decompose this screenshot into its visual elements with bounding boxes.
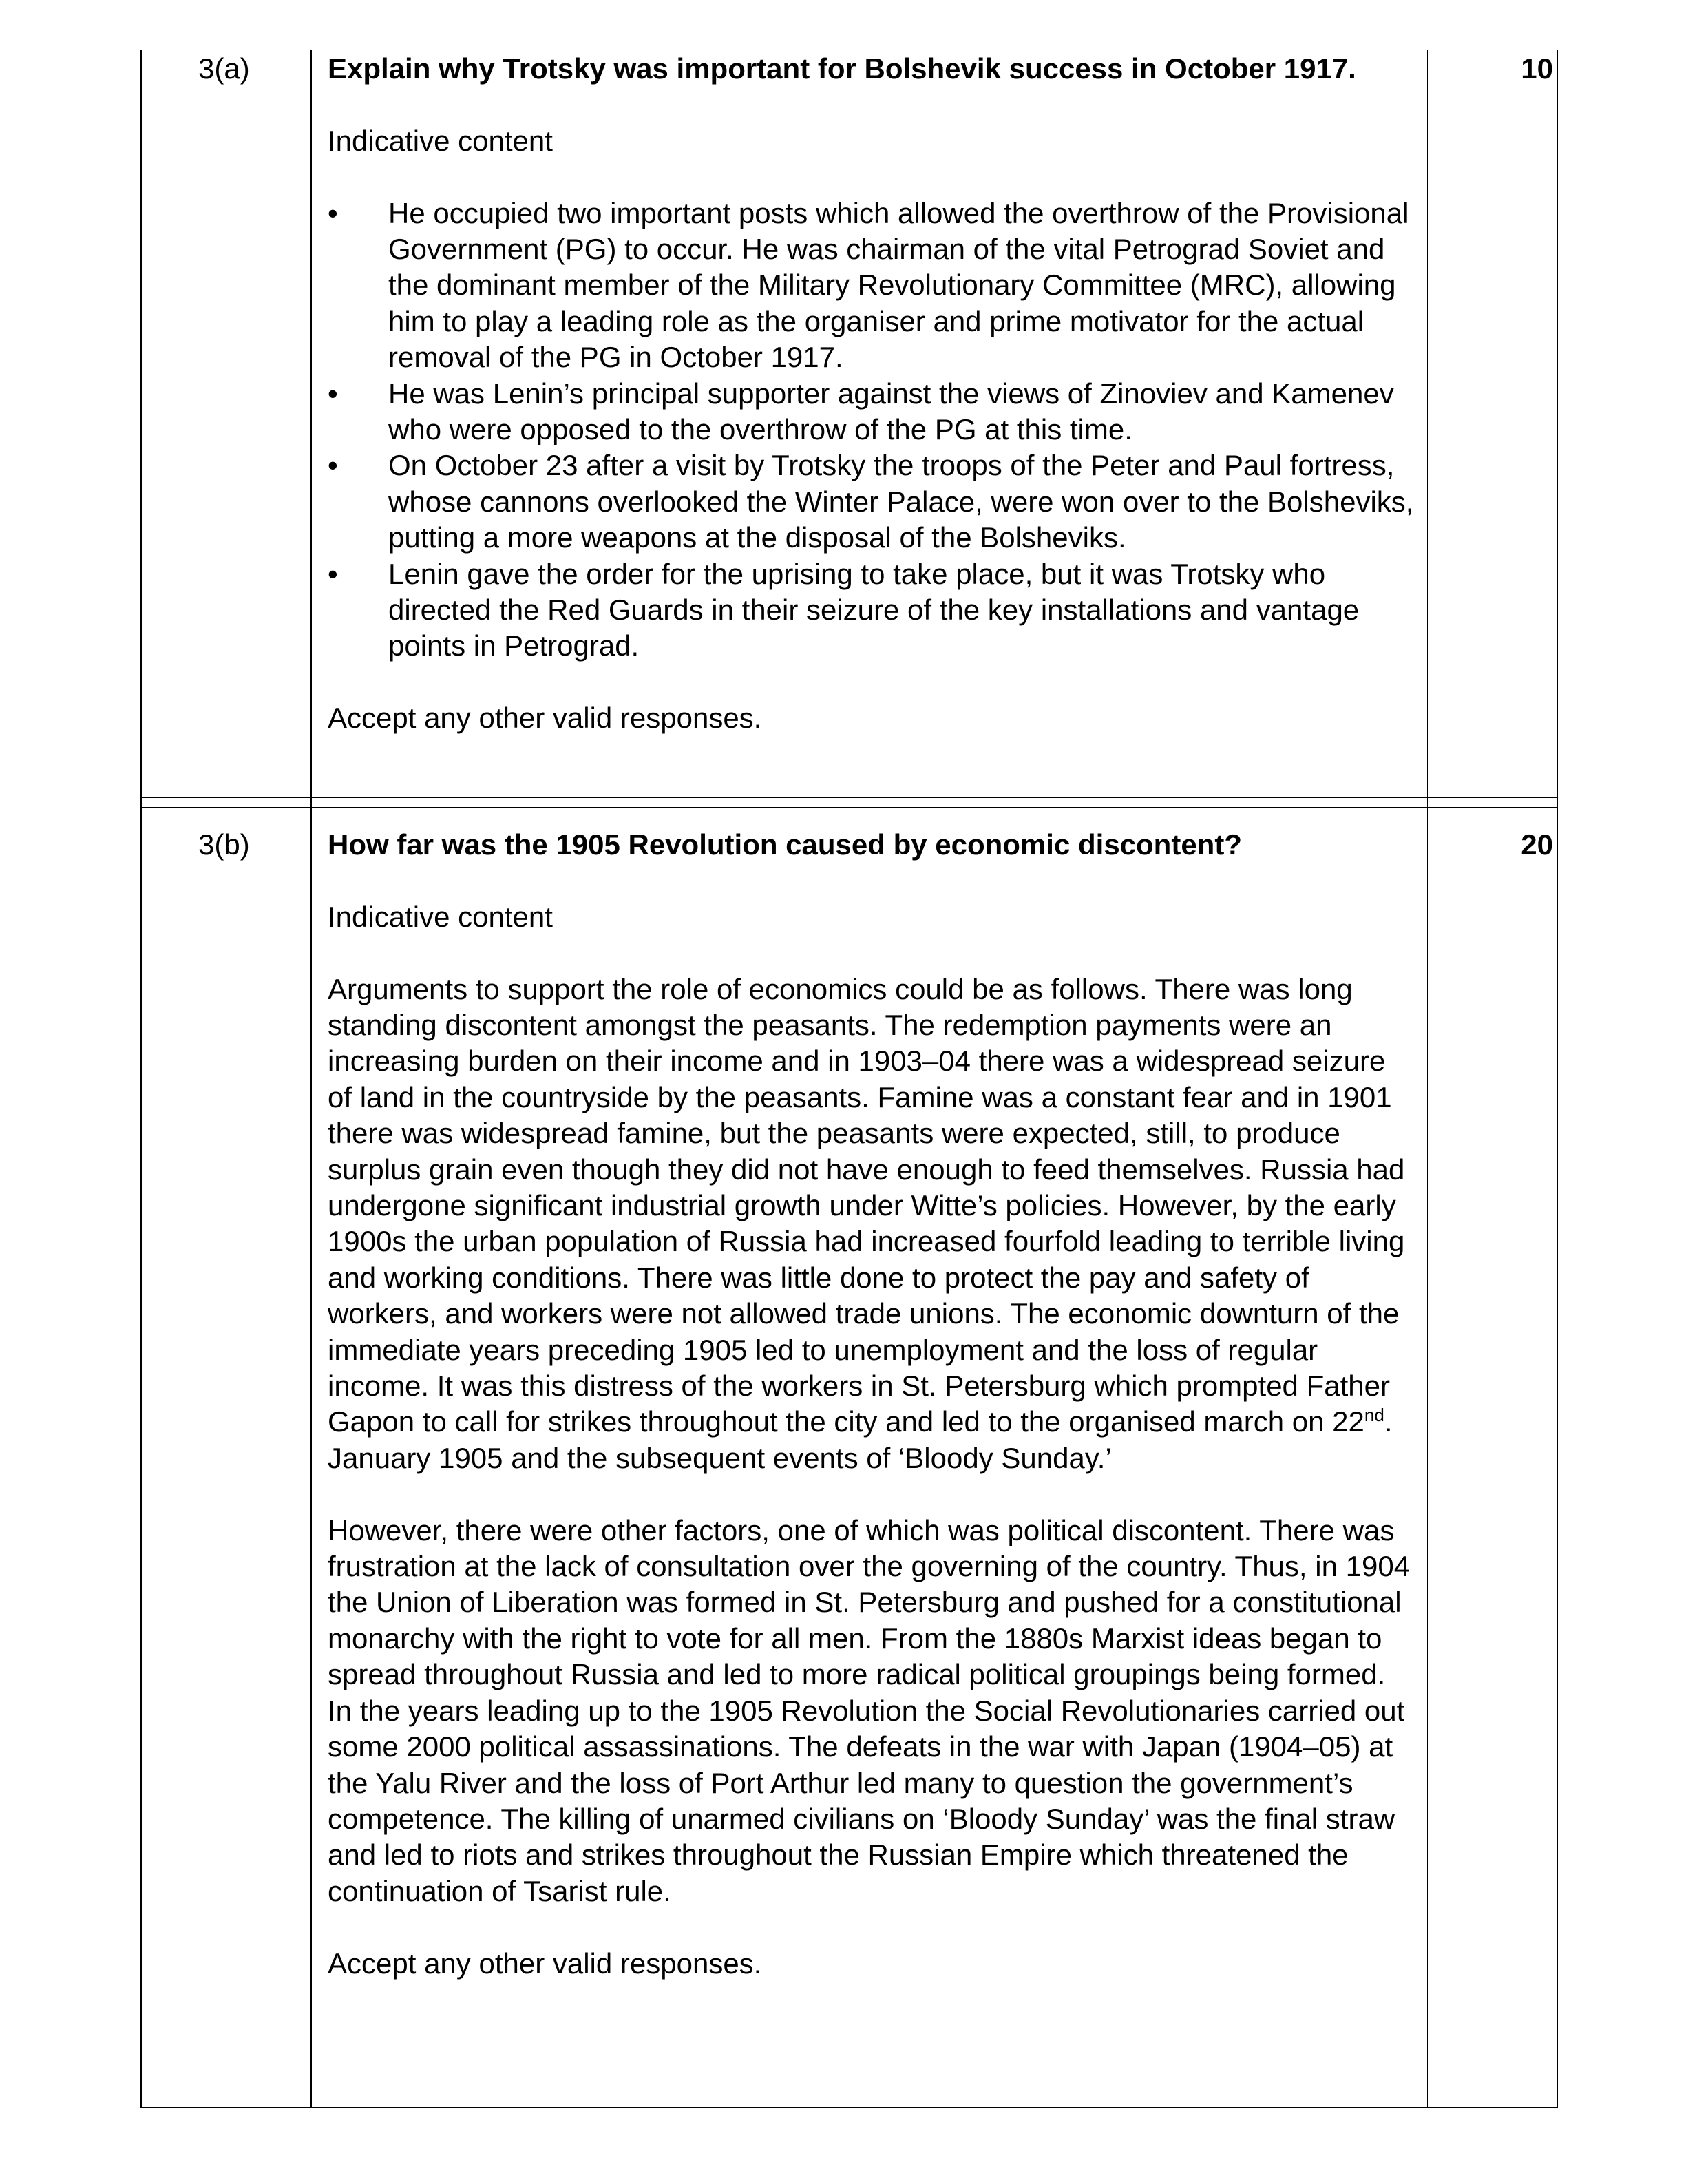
question-number-3a: 3(a) xyxy=(198,52,250,85)
table-divider-marks xyxy=(1427,50,1428,2108)
paragraph-economic-tail: . January 1905 and the subsequent events of ‘Bloody Sunday.’ xyxy=(328,1405,1393,1474)
question-number-3b: 3(b) xyxy=(198,828,250,861)
accept-note-3b: Accept any other valid responses. xyxy=(328,1947,762,1980)
ordinal-suffix: nd xyxy=(1364,1405,1384,1426)
paragraph-economic xyxy=(328,972,1415,1477)
table-border-right xyxy=(1557,50,1558,2108)
bullet-list-3a xyxy=(328,196,1415,664)
question-text-3b: How far was the 1905 Revolution caused by economic discontent? xyxy=(328,828,1242,861)
question-text-3a: Explain why Trotsky was important for Bolshevik success in October 1917. xyxy=(328,52,1356,85)
paragraph-economic-text: Arguments to support the role of economics could be as follows. There was long standing discontent amongst the peasants. The redemption payments were an increasing burden on their income and in 1903–04 there was a widespread seizure of land in the countryside by the peasants. Famine was a constant fear and in 1901 there was widespread famine, but the peasants were expected, still, to produce surplus grain even though they did not have enough to feed themselves. Russia had undergone significant industrial growth under Witte’s policies. However, by the early 1900s the urban population of Russia had increased fourfold leading to terrible living and working conditions. There was little done to protect the pay and safety of workers, and workers were not allowed trade unions. The economic downturn of the immediate years preceding 1905 led to unemployment and the loss of regular income. It was this distress of the workers in St. Petersburg which prompted Father Gapon to call for strikes throughout the city and led to the organised march on 22 xyxy=(328,972,1405,1438)
row-separator-bottom xyxy=(140,807,1558,808)
marks-3b: 20 xyxy=(1521,828,1553,861)
bullet-item: • Lenin gave the order for the uprising to take place, but it was Trotsky who directed the Red Guards in their seizure of the key installations and vantage points in Petrograd. xyxy=(328,556,1415,664)
answer-content-3b xyxy=(328,827,1415,1982)
indicative-heading-3a: Indicative content xyxy=(328,124,553,157)
table-border-bottom xyxy=(140,2107,1558,2108)
table-divider-content xyxy=(310,50,312,2108)
bullet-item: • He occupied two important posts which allowed the overthrow of the Provisional Government (PG) to occur. He was chairman of the vital Petrograd Soviet and the dominant member of the Military Revolutionary Committee (MRC), allowing him to play a leading role as the organiser and prime motivator for the actual removal of the PG in October 1917. xyxy=(328,196,1415,376)
paragraph-political: However, there were other factors, one of which was political discontent. There was frustration at the lack of consultation over the governing of the country. Thus, in 1904 the Union of Liberation was formed in St. Petersburg and pushed for a constitutional monarchy with the right to vote for all men. From the 1880s Marxist ideas began to spread throughout Russia and led to more radical political groupings being formed. In the years leading up to the 1905 Revolution the Social Revolutionaries carried out some 2000 political assassinations. The defeats in the war with Japan (1904–05) at the Yalu River and the loss of Port Arthur led many to question the government’s competence. The killing of unarmed civilians on ‘Bloody Sunday’ was the final straw and led to riots and strikes throughout the Russian Empire which threatened the continuation of Tsarist rule. xyxy=(328,1513,1411,1907)
row-separator-top xyxy=(140,797,1558,798)
accept-note-3a: Accept any other valid responses. xyxy=(328,702,762,735)
bullet-item: • On October 23 after a visit by Trotsky the troops of the Peter and Paul fortress, whose cannons overlooked the Winter Palace, were won over to the Bolsheviks, putting a more weapons at the disposal of the Bolsheviks. xyxy=(328,448,1415,556)
bullet-item: • He was Lenin’s principal supporter against the views of Zinoviev and Kamenev who were opposed to the overthrow of the PG at this time. xyxy=(328,376,1415,448)
marks-3a: 10 xyxy=(1521,52,1553,85)
indicative-heading-3b: Indicative content xyxy=(328,900,553,933)
answer-content-3a xyxy=(328,51,1415,737)
table-border-left xyxy=(140,50,142,2108)
